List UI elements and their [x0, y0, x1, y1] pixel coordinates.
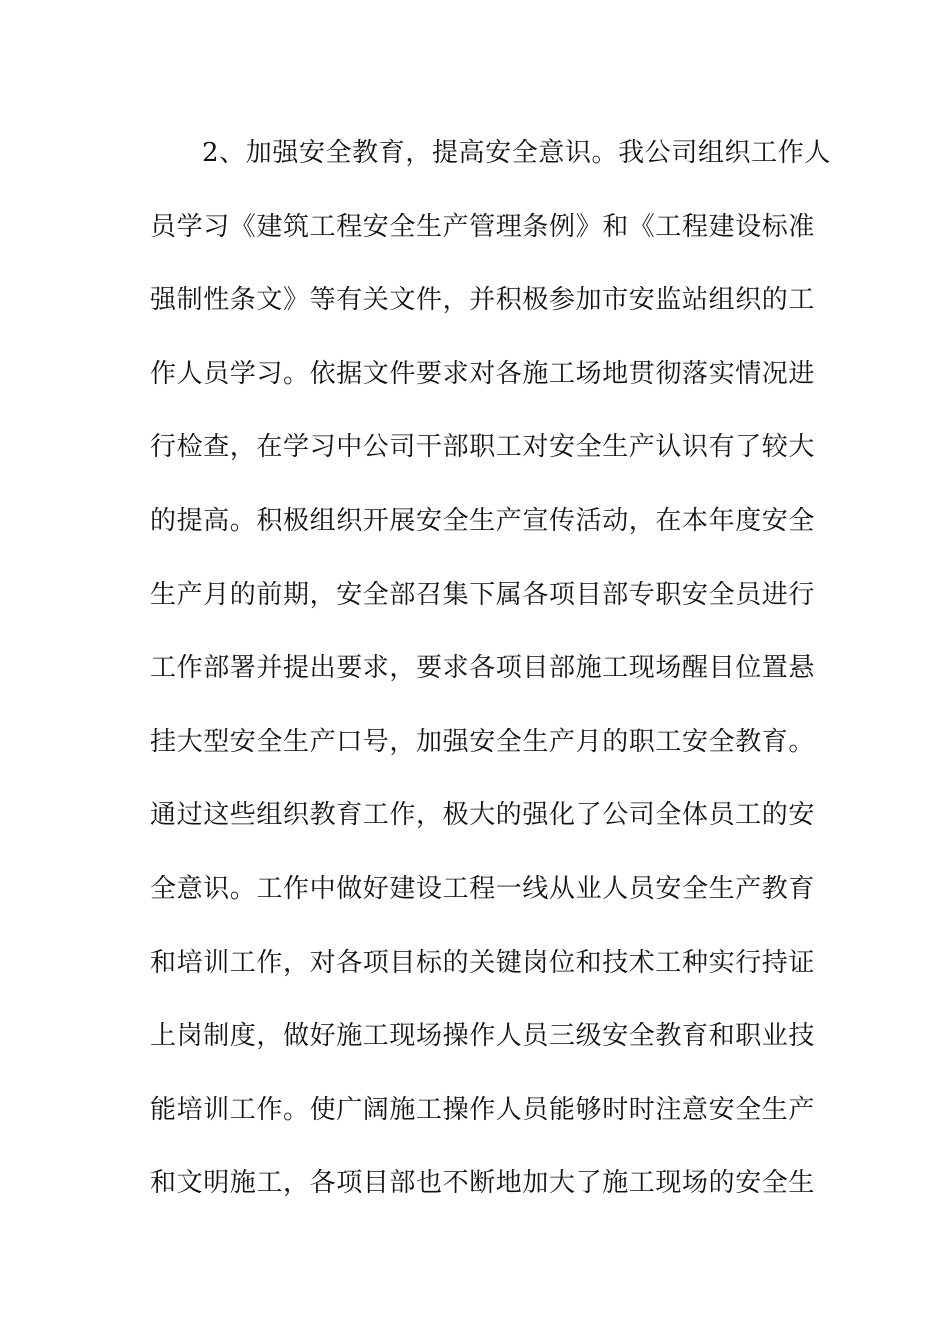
- body-paragraph: [150, 124, 831, 1228]
- text-line: 的提高。积极组织开展安全生产宣传活动，在本年度安全: [150, 505, 816, 536]
- text-line: 行检查，在学习中公司干部职工对安全生产认识有了较大: [150, 432, 816, 463]
- text-line: 通过这些组织教育工作，极大的强化了公司全体员工的安: [150, 800, 816, 831]
- text-line: 和培训工作，对各项目标的关键岗位和技术工种实行持证: [150, 947, 816, 978]
- text-line: 全意识。工作中做好建设工程一线从业人员安全生产教育: [150, 873, 816, 904]
- text-line: 生产月的前期，安全部召集下属各项目部专职安全员进行: [150, 579, 816, 610]
- text-line: 能培训工作。使广阔施工操作人员能够时时注意安全生产: [150, 1094, 816, 1125]
- text-line: 员学习《建筑工程安全生产管理条例》和《工程建设标准: [150, 211, 816, 242]
- text-line: 作人员学习。依据文件要求对各施工场地贯彻落实情况进: [150, 358, 816, 389]
- text-line: 和文明施工，各项目部也不断地加大了施工现场的安全生: [150, 1168, 816, 1199]
- text-line: 强制性条文》等有关文件，并积极参加市安监站组织的工: [150, 285, 816, 316]
- text-line: 工作部署并提出要求，要求各项目部施工现场醒目位置悬: [150, 653, 816, 684]
- text-line: 2、加强安全教育，提高安全意识。我公司组织工作人: [202, 138, 831, 168]
- text-line: 上岗制度，做好施工现场操作人员三级安全教育和职业技: [150, 1021, 816, 1052]
- text-line: 挂大型安全生产口号，加强安全生产月的职工安全教育。: [150, 726, 816, 757]
